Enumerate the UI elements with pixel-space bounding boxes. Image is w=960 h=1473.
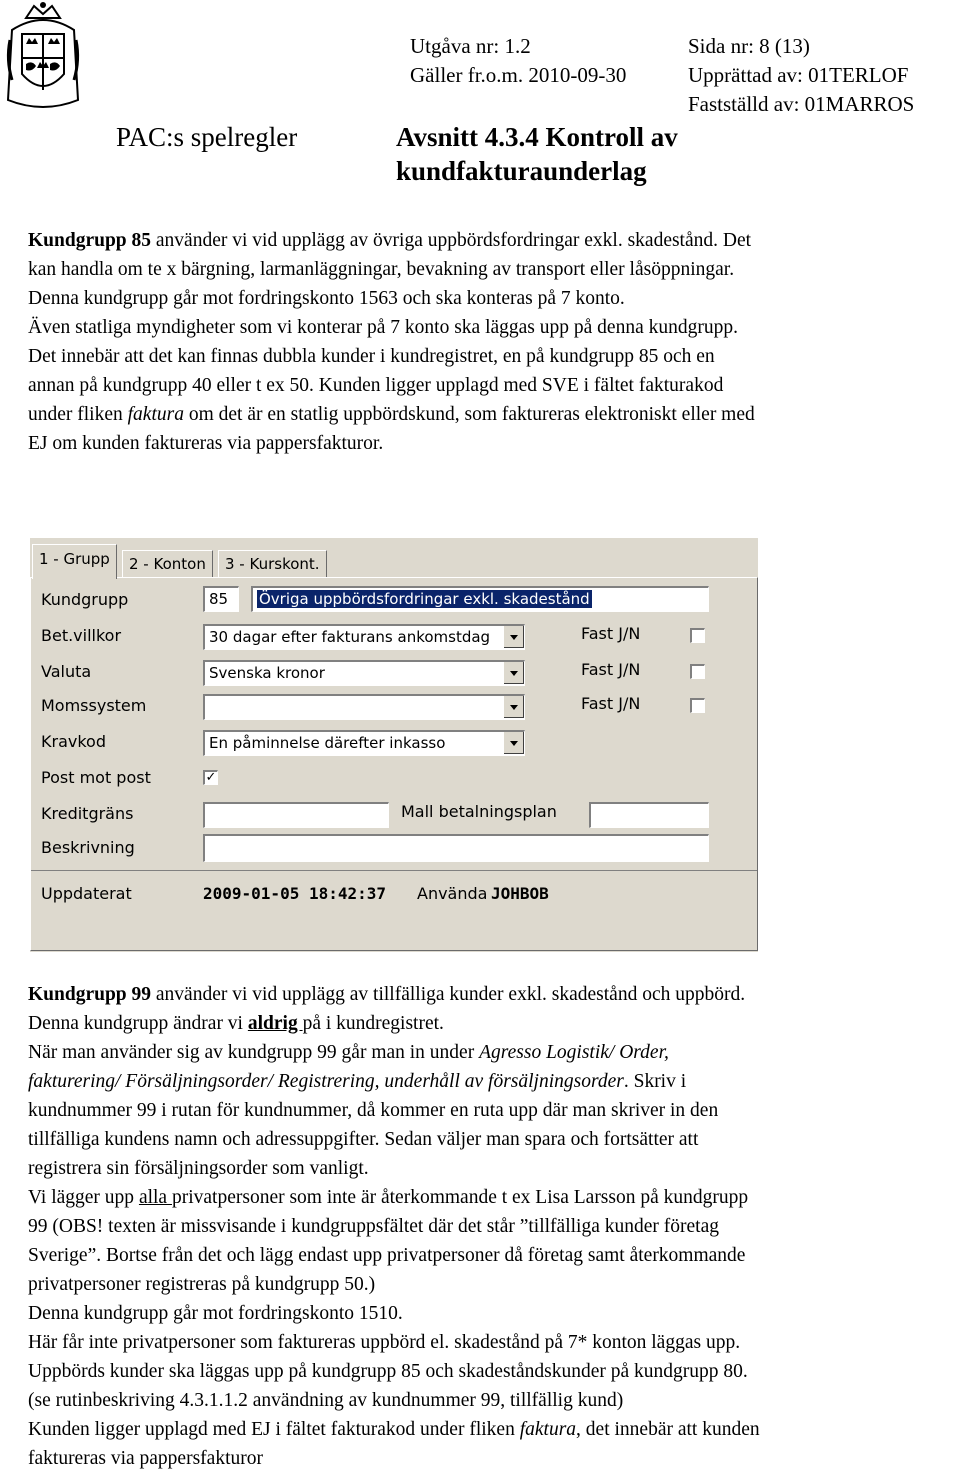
beskrivning-input[interactable]	[203, 834, 709, 862]
kundgrupp-85-lead: Kundgrupp 85	[28, 230, 152, 251]
section-title-line1: Avsnitt 4.3.4 Kontroll av	[396, 122, 678, 152]
text-line: Denna kundgrupp går mot fordringskonto 1563 och ska konteras på 7 konto.	[28, 288, 625, 309]
dropdown-button[interactable]	[503, 662, 524, 684]
post-mot-post-label: Post mot post	[41, 768, 151, 787]
text-line: (se rutinbeskriving 4.3.1.1.2 användning av kundnummer 99, tillfällig kund)	[28, 1390, 624, 1411]
text-line: Sverige”. Bortse från det och lägg endast upp privatpersoner då företag samt återkommande	[28, 1245, 746, 1266]
created-by: Upprättad av: 01TERLOF	[688, 63, 909, 87]
alla-emphasis: alla	[138, 1187, 172, 1208]
updated-timestamp: 2009-01-05 18:42:37	[203, 884, 387, 903]
chevron-down-icon	[510, 741, 518, 746]
dropdown-button[interactable]	[503, 696, 524, 718]
customer-group-dialog	[30, 538, 758, 952]
text-line: EJ om kunden faktureras via pappersfakturor.	[28, 433, 384, 454]
selected-text: Övriga uppbördsfordringar exkl. skadestånd	[259, 590, 590, 608]
dropdown-button[interactable]	[503, 626, 524, 648]
document-title: PAC:s spelregler	[116, 122, 298, 152]
faktura-emphasis: faktura	[519, 1419, 577, 1440]
kundgrupp-99-paragraph	[28, 980, 958, 1473]
kundgrupp-description-input[interactable]	[251, 586, 709, 612]
tab-kurskont[interactable]: 3 - Kurskont.	[218, 550, 327, 577]
text-line: Även statliga myndigheter som vi konterar på 7 konto ska läggas upp på denna kundgrupp.	[28, 317, 738, 338]
section-title	[396, 120, 678, 188]
updated-user: JOHBOB	[491, 884, 549, 903]
text-line: Denna kundgrupp ändrar vi	[28, 1013, 248, 1034]
menu-path-emphasis: Agresso Logistik/ Order,	[479, 1042, 669, 1063]
text-line: Uppbörds kunder ska läggas upp på kundgrupp 85 och skadeståndskunder på kundgrupp 80.	[28, 1361, 748, 1382]
text-line: annan på kundgrupp 40 eller t ex 50. Kunden ligger upplagd med SVE i fältet fakturakod	[28, 375, 724, 396]
valid-from-date: Gäller fr.o.m. 2010-09-30	[410, 63, 627, 87]
betvillkor-select[interactable]	[203, 624, 525, 650]
text-line: använder vi vid upplägg av tillfälliga kunder exkl. skadestånd och uppbörd.	[151, 984, 746, 1005]
text-line: Här får inte privatpersoner som faktureras uppbörd el. skadestånd på 7* konton läggas upp.	[28, 1332, 741, 1353]
text-line: använder vi vid upplägg av övriga uppbördsfordringar exkl. skadestånd. Det	[151, 230, 752, 251]
fast-jn-label: Fast J/N	[581, 694, 641, 713]
anvanda-label: Använda	[417, 884, 488, 903]
page-number: Sida nr: 8 (13)	[688, 34, 810, 58]
menu-path-emphasis: fakturering/ Försäljningsorder/ Registrering, underhåll av försäljningsorder	[28, 1071, 624, 1092]
momssystem-select[interactable]	[203, 694, 525, 720]
section-title-line2: kundfakturaunderlag	[396, 156, 647, 186]
text-line: faktureras via pappersfakturor	[28, 1448, 263, 1469]
text-line: Vi lägger upp	[28, 1187, 139, 1208]
text-line: Kunden ligger upplagd med EJ i fältet fakturakod under fliken	[28, 1419, 520, 1440]
kundgrupp-85-paragraph	[28, 226, 958, 458]
text-line: När man använder sig av kundgrupp 99 går man in under	[28, 1042, 480, 1063]
fast-jn-label: Fast J/N	[581, 660, 641, 679]
kreditgrans-input[interactable]	[203, 802, 389, 828]
text-line: om det är en statlig uppbördskund, som faktureras elektroniskt eller med	[183, 404, 755, 425]
dropdown-button[interactable]	[503, 732, 524, 754]
coat-of-arms-logo	[4, 0, 82, 114]
post-mot-post-checkbox[interactable]: ✓	[203, 770, 218, 785]
tab-grupp[interactable]: 1 - Grupp	[32, 544, 117, 579]
fast-betvillkor-checkbox[interactable]	[690, 628, 705, 643]
valuta-select[interactable]	[203, 660, 525, 686]
beskrivning-label: Beskrivning	[41, 838, 135, 857]
tab-konton[interactable]: 2 - Konton	[122, 550, 213, 577]
uppdaterat-label: Uppdaterat	[41, 884, 132, 903]
mall-betalningsplan-input[interactable]	[589, 802, 709, 828]
grupp-panel	[30, 577, 758, 951]
text-line: kundnummer 99 i rutan för kundnummer, då kommer en ruta upp där man skriver in den	[28, 1100, 719, 1121]
text-line: tillfälliga kundens namn och adressuppgifter. Sedan väljer man spara och fortsätter att	[28, 1129, 699, 1150]
kundgrupp-99-lead: Kundgrupp 99	[28, 984, 152, 1005]
text-line: privatpersoner som inte är återkommande t ex Lisa Larsson på kundgrupp	[171, 1187, 749, 1208]
text-line: registrera sin försäljningsorder som vanligt.	[28, 1158, 369, 1179]
chevron-down-icon	[510, 671, 518, 676]
chevron-down-icon	[510, 705, 518, 710]
approved-by: Fastställd av: 01MARROS	[688, 92, 915, 116]
text-line: på i kundregistret.	[302, 1013, 444, 1034]
text-line: 99 (OBS! texten är missvisande i kundgruppsfältet där det står ”tillfälliga kunder företag	[28, 1216, 719, 1237]
text-line: , det innebär att kunden	[576, 1419, 760, 1440]
momssystem-label: Momssystem	[41, 696, 147, 715]
edition-number: Utgåva nr: 1.2	[410, 34, 531, 58]
betvillkor-value: 30 dagar efter fakturans ankomstdag	[209, 628, 491, 646]
text-line: Denna kundgrupp går mot fordringskonto 1510.	[28, 1303, 403, 1324]
fast-momssystem-checkbox[interactable]	[690, 698, 705, 713]
kravkod-select[interactable]	[203, 730, 525, 756]
mall-betalningsplan-label: Mall betalningsplan	[401, 802, 557, 821]
kreditgrans-label: Kreditgräns	[41, 804, 134, 823]
kravkod-label: Kravkod	[41, 732, 106, 751]
text-line: privatpersoner registreras på kundgrupp 50.)	[28, 1274, 376, 1295]
aldrig-emphasis: aldrig	[247, 1013, 303, 1034]
faktura-emphasis: faktura	[127, 404, 184, 425]
betvillkor-label: Bet.villkor	[41, 626, 122, 645]
kravkod-value: En påminnelse därefter inkasso	[209, 734, 446, 752]
valuta-value: Svenska kronor	[209, 664, 325, 682]
fast-valuta-checkbox[interactable]	[690, 664, 705, 679]
text-line: Det innebär att det kan finnas dubbla kunder i kundregistret, en på kundgrupp 85 och en	[28, 346, 715, 367]
separator	[31, 870, 757, 872]
kundgrupp-label: Kundgrupp	[41, 590, 129, 609]
chevron-down-icon	[510, 635, 518, 640]
text-line: under fliken	[28, 404, 128, 425]
fast-jn-label: Fast J/N	[581, 624, 641, 643]
kundgrupp-code-input[interactable]: 85	[203, 586, 239, 612]
valuta-label: Valuta	[41, 662, 92, 681]
text-line: kan handla om te x bärgning, larmanläggningar, bevakning av transport eller låsöppningar.	[28, 259, 735, 280]
text-line: . Skriv i	[623, 1071, 687, 1092]
